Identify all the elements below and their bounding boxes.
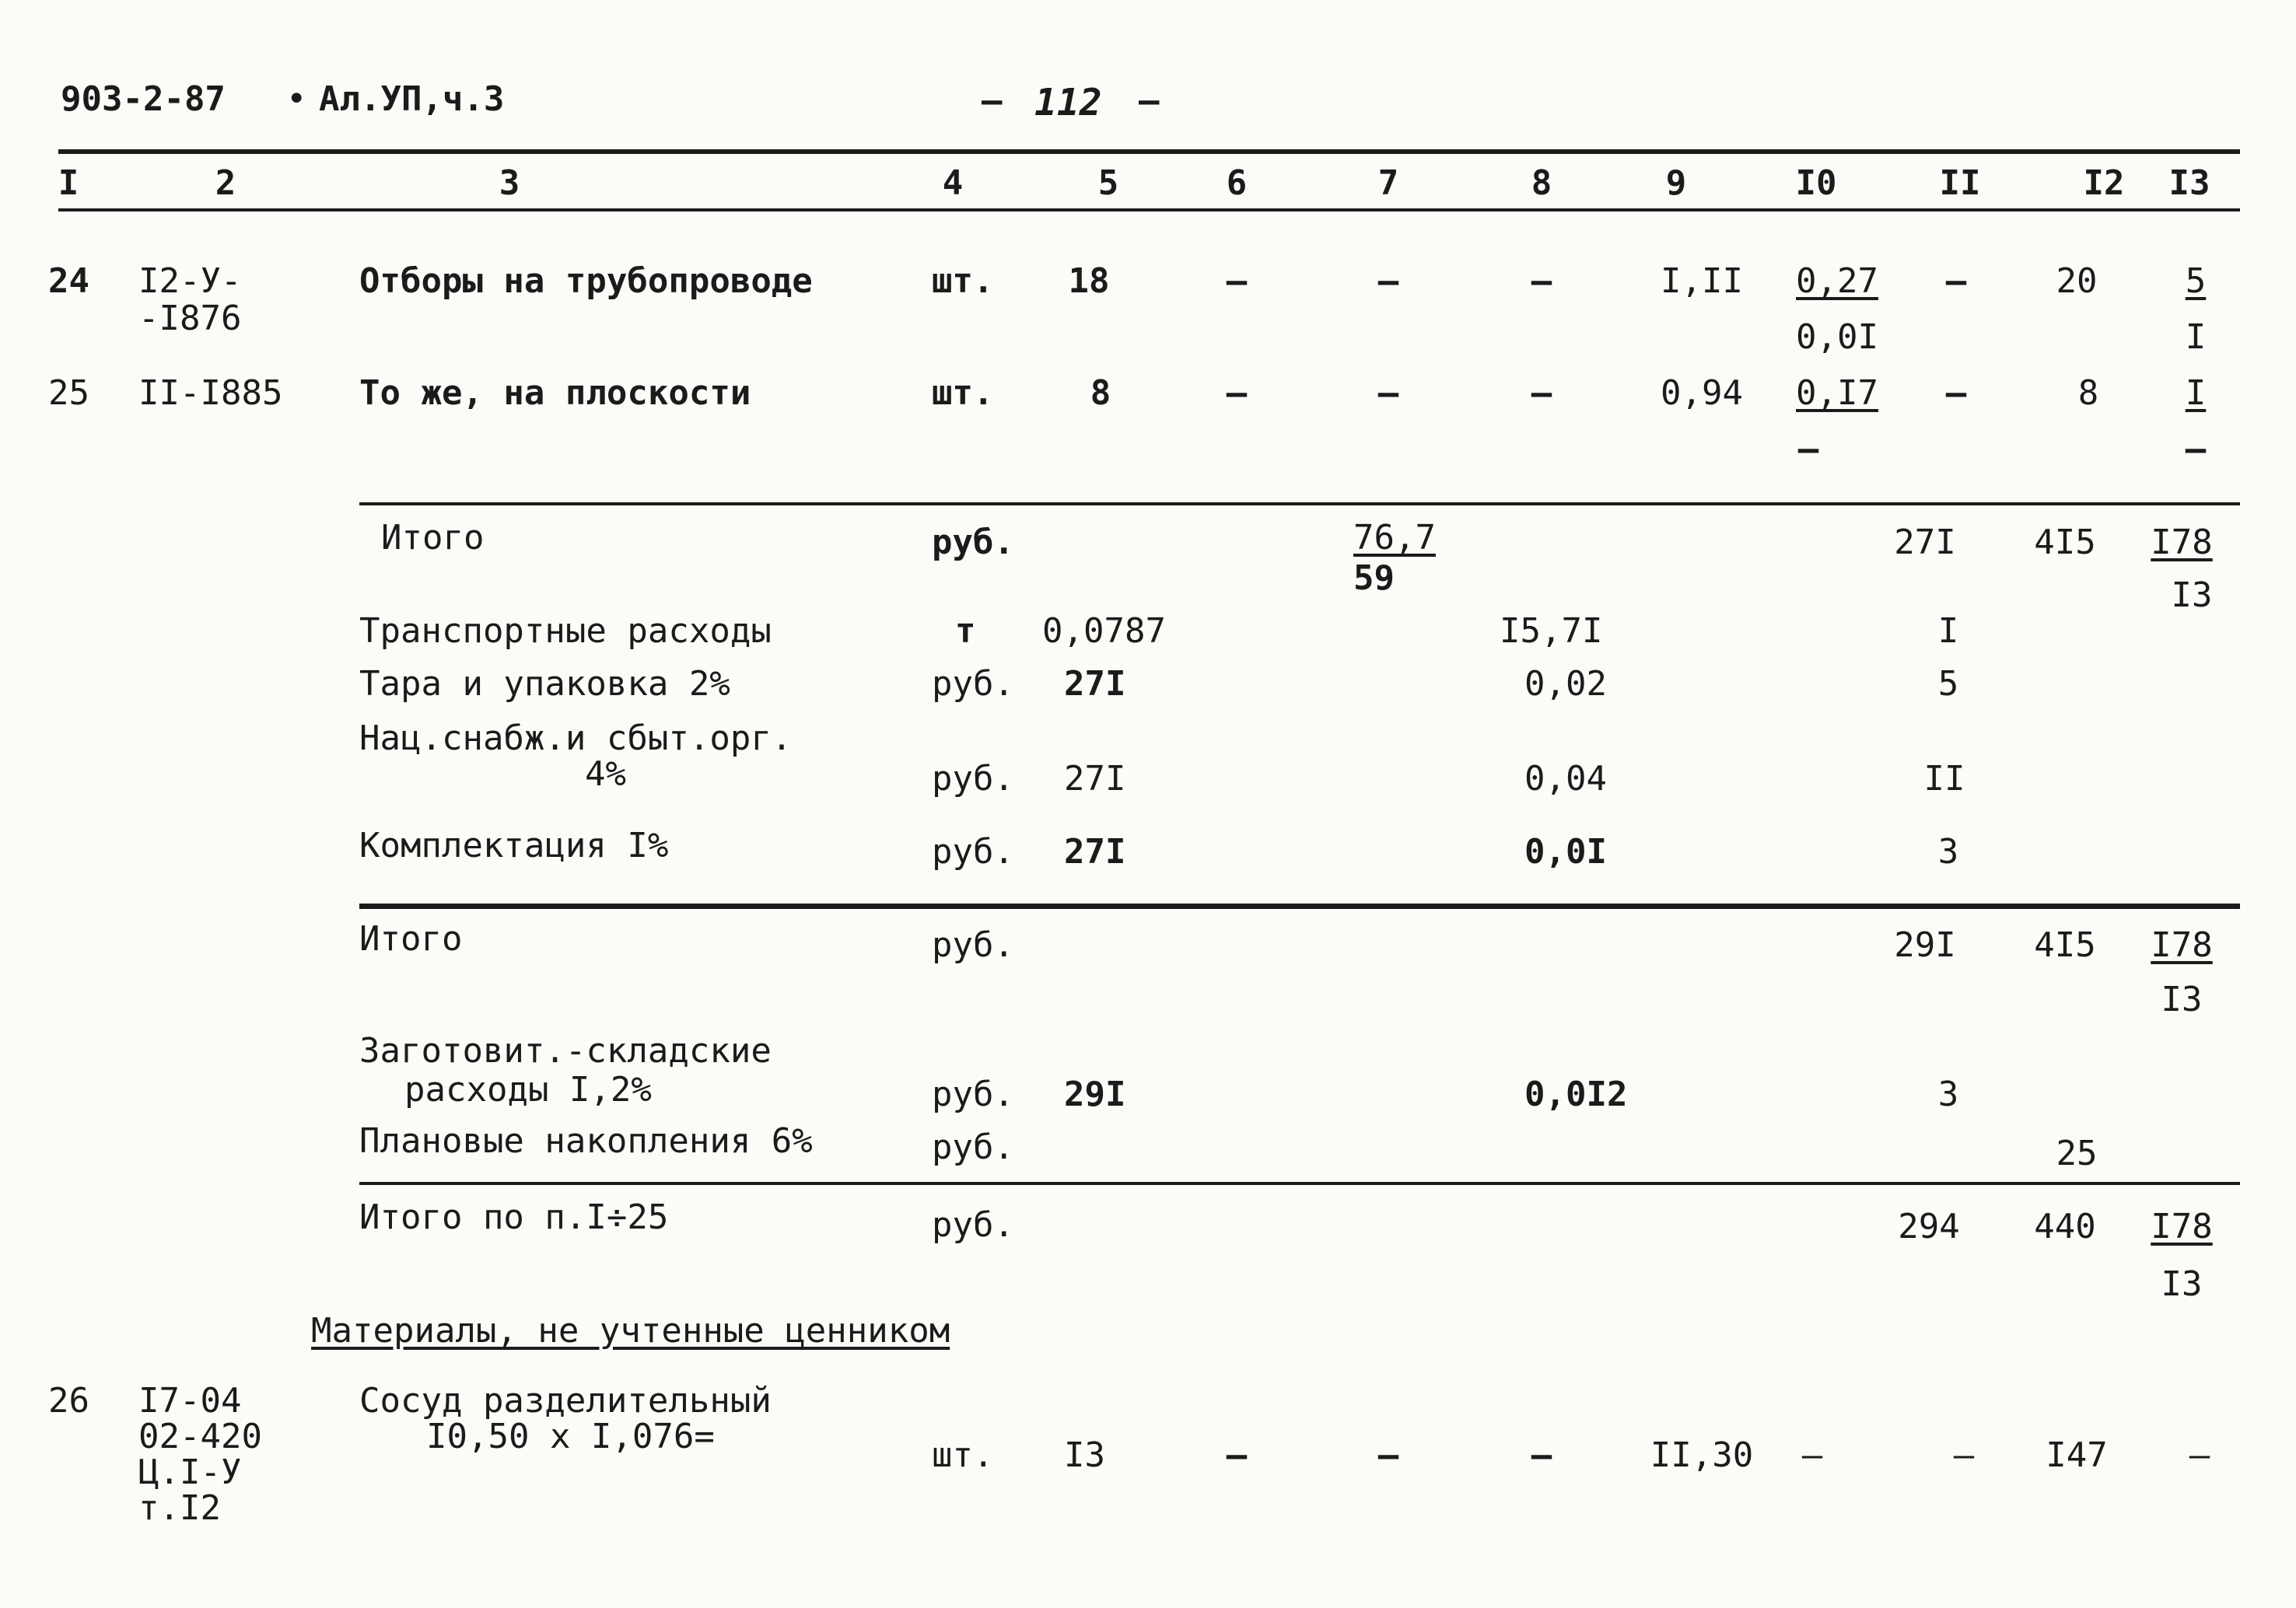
row-label: Транспортные расходы: [359, 611, 772, 651]
cell-col7-bottom: 59: [1353, 558, 1395, 598]
quantity: I3: [1064, 1435, 1105, 1475]
cell-col8: I5,7I: [1500, 611, 1603, 651]
column-header: I: [58, 163, 79, 203]
section-title: Материалы, не учтенные ценником: [311, 1311, 950, 1351]
column-header: 5: [1097, 163, 1119, 203]
cell-col12: I47: [2046, 1435, 2108, 1475]
row-label: Комплектация I%: [359, 826, 669, 865]
cell-col11: –: [1945, 373, 1967, 413]
cell-col13-top: I78: [2151, 1207, 2213, 1246]
cell-col11: 3: [1937, 832, 1959, 872]
column-header: 9: [1665, 163, 1687, 203]
cell-col5: 27I: [1064, 832, 1126, 872]
row-label: Нац.снабж.и сбыт.орг.: [359, 718, 793, 758]
cell-col11: II: [1923, 759, 1965, 799]
row-number: 25: [48, 373, 89, 413]
catalog-code: I2-У-: [138, 261, 242, 301]
catalog-code: II-I885: [138, 373, 283, 413]
cell-col8: 0,0I: [1524, 832, 1607, 872]
cell-col11: 3: [1937, 1075, 1959, 1114]
cell-col13-bottom: I: [2185, 317, 2207, 357]
column-header: I2: [2083, 163, 2125, 203]
cell-col13-top: 5: [2185, 261, 2207, 301]
cell-col12: 8: [2077, 373, 2099, 413]
cell-col5: 27I: [1064, 664, 1126, 704]
column-header: I0: [1795, 163, 1837, 203]
column-header: 4: [942, 163, 964, 203]
header-rule-top: [58, 149, 2240, 154]
row-label-continued: 4%: [585, 754, 626, 794]
column-header: 7: [1377, 163, 1399, 203]
divider-before-total: [359, 502, 2240, 505]
unit: т: [955, 611, 976, 651]
cell-col12: 25: [2056, 1134, 2098, 1173]
quantity: 18: [1068, 261, 1110, 301]
cell-col6: –: [1226, 373, 1248, 413]
cell-col13-top: I78: [2151, 523, 2213, 562]
cell-col11: –: [1945, 261, 1967, 301]
page-dash-left: –: [982, 81, 1003, 121]
cell-col8: 0,02: [1524, 664, 1607, 704]
cell-col12: 4I5: [2034, 925, 2096, 965]
catalog-code-continued: -I876: [138, 299, 242, 338]
cell-col8: –: [1531, 373, 1552, 413]
row-number: 26: [48, 1381, 89, 1421]
cell-col13-bottom: I3: [2161, 1264, 2203, 1304]
column-header: 2: [215, 163, 236, 203]
cell-col11: 27I: [1894, 523, 1956, 562]
cell-col10-top: 0,27: [1796, 261, 1878, 301]
unit: шт.: [932, 1435, 994, 1475]
cell-col13-top: I78: [2151, 925, 2213, 965]
cell-col10-bottom: 0,0I: [1796, 317, 1878, 357]
column-header: 8: [1531, 163, 1552, 203]
cell-col10-top: 0,I7: [1796, 373, 1878, 413]
cell-col9: II,30: [1650, 1435, 1754, 1475]
subtotal-label: Итого по п.I÷25: [359, 1197, 669, 1237]
cell-col6: –: [1226, 261, 1248, 301]
page-dash-right: –: [1139, 81, 1160, 121]
cell-col8: 0,0I2: [1524, 1075, 1628, 1114]
catalog-code-line2: 02-420: [138, 1417, 262, 1456]
cell-col12: 440: [2034, 1207, 2096, 1246]
item-name: Сосуд разделительный: [359, 1381, 772, 1421]
catalog-code: I7-04: [138, 1381, 242, 1421]
cell-col13: –: [2189, 1435, 2210, 1475]
cell-col5: 27I: [1064, 759, 1126, 799]
cell-col6: –: [1226, 1435, 1248, 1475]
page-number: 112: [1034, 81, 1102, 124]
cell-col11: 294: [1898, 1207, 1960, 1246]
column-header: I3: [2168, 163, 2210, 203]
cell-col9: 0,94: [1661, 373, 1743, 413]
cell-col9: I,II: [1661, 261, 1743, 301]
cell-col7: –: [1377, 261, 1399, 301]
divider-before-final-total: [359, 1182, 2240, 1185]
item-name: Отборы на трубопроводе: [359, 261, 813, 301]
column-header: 6: [1226, 163, 1248, 203]
column-header: 3: [499, 163, 520, 203]
document-code: 903-2-87: [61, 79, 226, 119]
cell-col11: I: [1937, 611, 1959, 651]
item-name: То же, на плоскости: [359, 373, 751, 413]
quantity: 8: [1090, 373, 1111, 413]
cell-col13-bottom: I3: [2161, 980, 2203, 1019]
row-label: Заготовит.-складские: [359, 1031, 772, 1071]
unit: руб.: [932, 1205, 1014, 1245]
cell-col11: –: [1953, 1435, 1975, 1475]
album-reference: Ал.УП,ч.3: [319, 79, 505, 119]
cell-col12: 4I5: [2034, 523, 2096, 562]
item-name-continued: I0,50 х I,076=: [426, 1417, 715, 1456]
cell-col11: 29I: [1894, 925, 1956, 965]
row-label-continued: расходы I,2%: [404, 1070, 652, 1110]
unit: руб.: [932, 1075, 1014, 1114]
cell-col10-bottom: –: [1797, 429, 1819, 469]
catalog-code-line3: Ц.I-У: [138, 1452, 242, 1492]
unit: руб.: [932, 523, 1014, 562]
cell-col5: 0,0787: [1042, 611, 1166, 651]
unit: шт.: [932, 261, 994, 301]
unit: руб.: [932, 1127, 1014, 1167]
unit: руб.: [932, 925, 1014, 965]
row-label: Плановые накопления 6%: [359, 1121, 813, 1161]
divider-heavy: [359, 904, 2240, 909]
unit: руб.: [932, 664, 1014, 704]
row-label: Тара и упаковка 2%: [359, 664, 730, 704]
catalog-code-line4: т.I2: [138, 1488, 221, 1528]
cell-col11: 5: [1937, 664, 1959, 704]
cell-col5: 29I: [1064, 1075, 1126, 1114]
cell-col7: –: [1377, 373, 1399, 413]
unit: руб.: [932, 759, 1014, 799]
cell-col12: 20: [2056, 261, 2098, 301]
cell-col13-top: I: [2185, 373, 2207, 413]
subtotal-label: Итого: [359, 919, 463, 959]
unit: шт.: [932, 373, 994, 413]
cell-col10: –: [1801, 1435, 1823, 1475]
cell-col7: –: [1377, 1435, 1399, 1475]
header-rule-bottom: [58, 208, 2240, 211]
cell-col7-top: 76,7: [1353, 518, 1436, 558]
cell-col13-bottom: I3: [2171, 575, 2213, 615]
row-number: 24: [48, 261, 89, 301]
cell-col8: –: [1531, 261, 1552, 301]
cell-col8: 0,04: [1524, 759, 1607, 799]
cell-col13-bottom: –: [2185, 429, 2207, 469]
subtotal-label: Итого: [381, 518, 485, 558]
column-header: II: [1939, 163, 1981, 203]
album-marker: •: [286, 79, 307, 119]
cell-col8: –: [1531, 1435, 1552, 1475]
unit: руб.: [932, 832, 1014, 872]
